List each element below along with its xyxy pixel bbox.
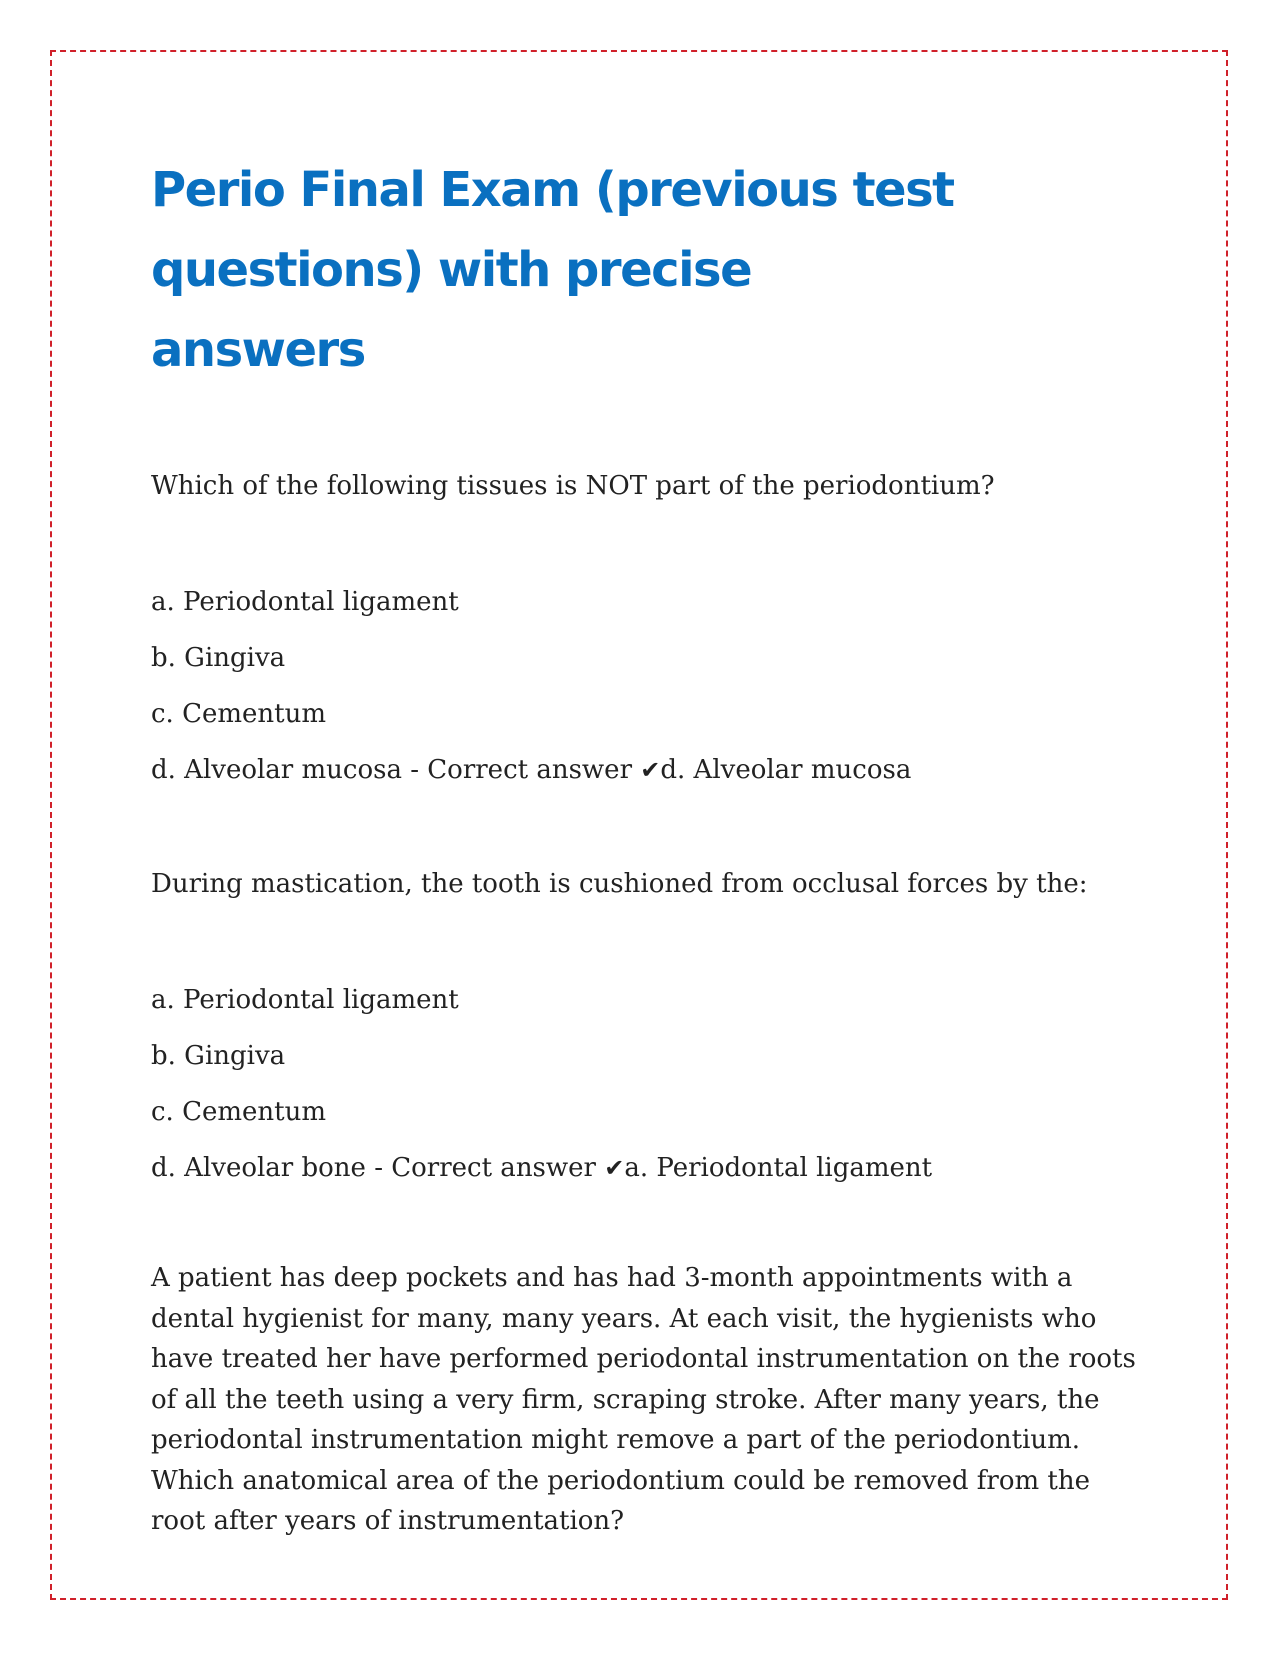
- question-1-option-a: a. Periodontal ligament: [151, 587, 459, 617]
- question-3-text: A patient has deep pockets and has had 3-month appointments with a dental hygienist for many, many years. At each visit, the hygienists who have treated her have performed periodontal instrumentation on the roots of all the teeth using a very firm, scraping stroke. After many years, the periodontal instrumentation might remove a part of the periodontium. Which anatomical area of the periodontium could be removed from the root after years of instrumentation?: [151, 1263, 1136, 1536]
- question-1-option-c: c. Cementum: [151, 699, 327, 729]
- question-1-option-b: b. Gingiva: [151, 643, 286, 673]
- question-2-option-b: b. Gingiva: [151, 1041, 286, 1071]
- check-mark-icon: ✔: [604, 1154, 625, 1182]
- question-2-text: During mastication, the tooth is cushioned from occlusal forces by the:: [151, 869, 1088, 899]
- question-2-options: [151, 972, 1141, 1196]
- question-2-answer: a. Periodontal ligament: [624, 1153, 933, 1183]
- question-1-answer: d. Alveolar mucosa: [660, 755, 912, 785]
- question-2-option-c: c. Cementum: [151, 1097, 327, 1127]
- question-1-text: Which of the following tissues is NOT part of the periodontium?: [151, 471, 995, 501]
- question-1-option-d: [151, 742, 1141, 798]
- document-title: Perio Final Exam (previous test questions) with precise answers: [151, 162, 954, 378]
- check-mark-icon: ✔: [640, 756, 661, 784]
- question-2-option-d: [151, 1140, 1141, 1196]
- question-2-option-d-label: d. Alveolar bone - Correct answer: [151, 1153, 605, 1183]
- document-content: [151, 150, 1141, 1542]
- question-1-options: [151, 574, 1141, 798]
- question-2-option-a: a. Periodontal ligament: [151, 985, 459, 1015]
- question-1-option-d-label: d. Alveolar mucosa - Correct answer: [151, 755, 641, 785]
